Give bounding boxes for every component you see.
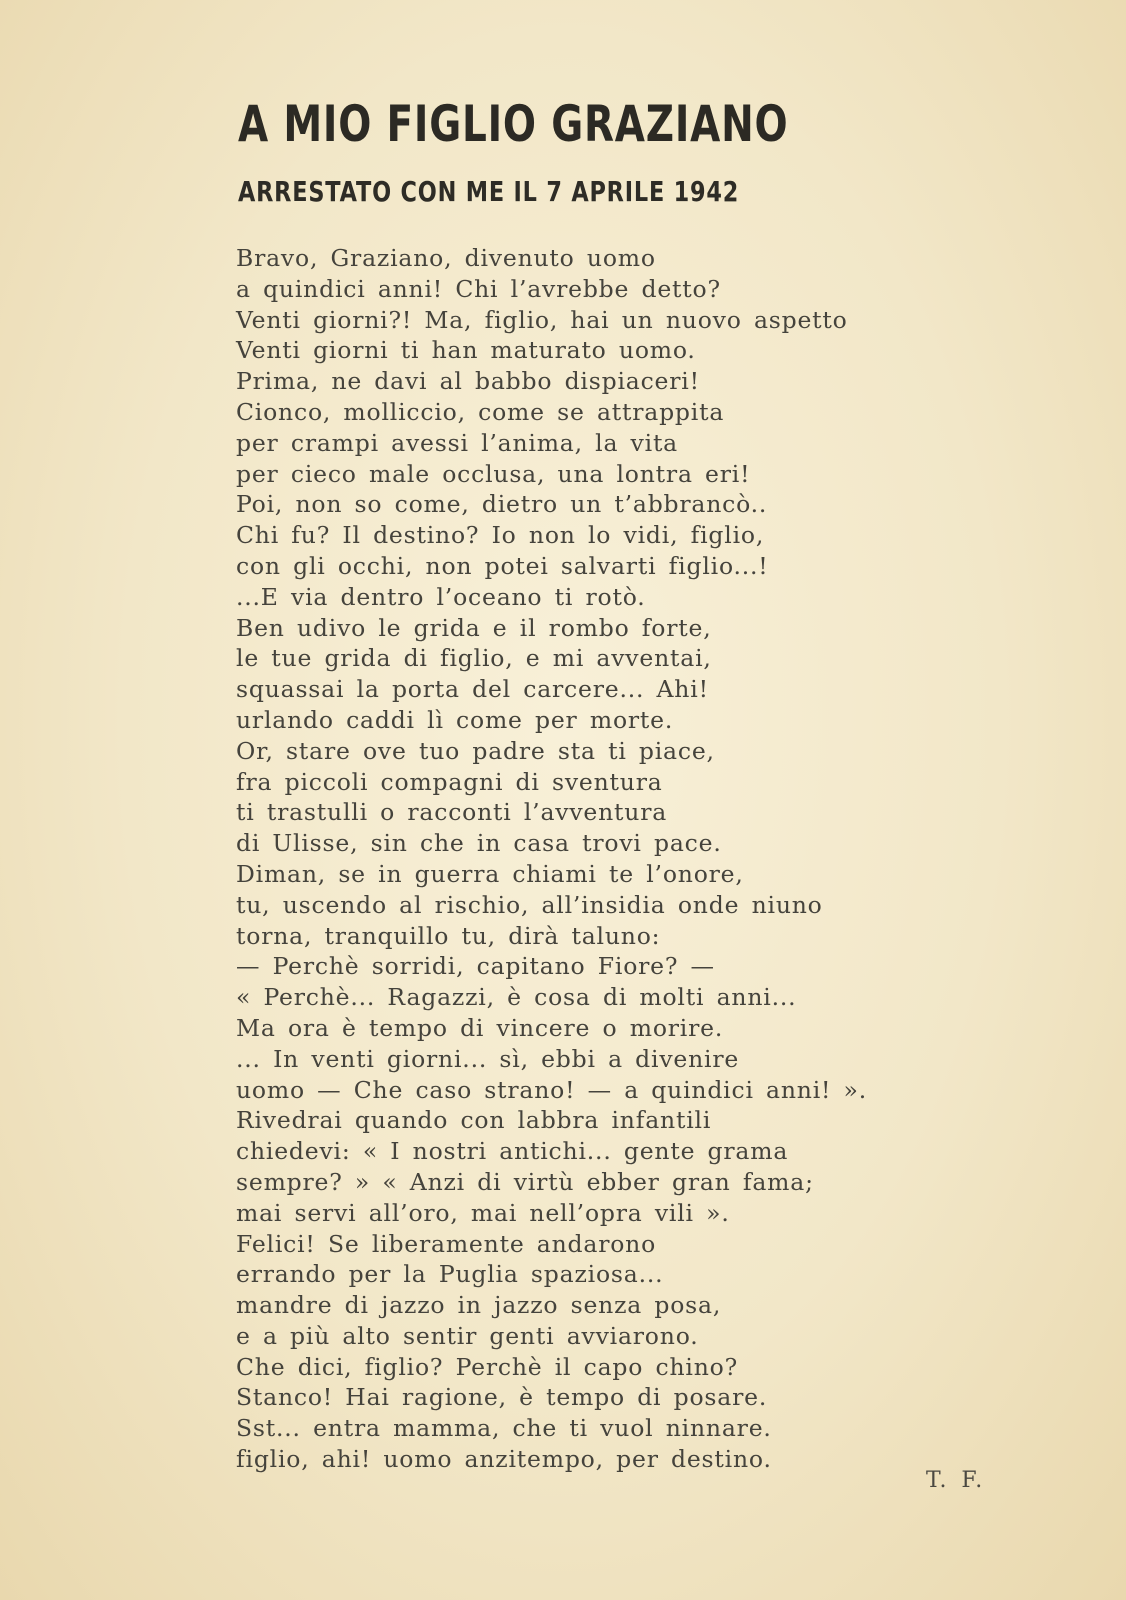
poem-line: Prima, ne davi al babbo dispiaceri!: [236, 367, 700, 396]
poem-line: Felici! Se liberamente andarono: [236, 1229, 657, 1258]
poem-line: ti trastulli o racconti l’avventura: [236, 798, 668, 827]
poem-line: per crampi avessi l’anima, la vita: [236, 428, 678, 457]
author-initials: T. F.: [926, 1468, 985, 1493]
poem-line: Stanco! Hai ragione, è tempo di posare.: [236, 1383, 768, 1412]
poem-line: Venti giorni?! Ma, figlio, hai un nuovo aspetto: [236, 305, 848, 334]
poem-line: torna, tranquillo tu, dirà taluno:: [236, 921, 661, 950]
poem-line: — Perchè sorridi, capitano Fiore? —: [236, 952, 715, 981]
poem-line: sempre? » « Anzi di virtù ebber gran fama;: [236, 1167, 814, 1196]
poem-line: Ben udivo le grida e il rombo forte,: [236, 613, 712, 642]
poem-line: ... In venti giorni... sì, ebbi a divenire: [236, 1044, 740, 1073]
poem-line: Rivedrai quando con labbra infantili: [236, 1106, 712, 1135]
poem-line: a quindici anni! Chi l’avrebbe detto?: [236, 274, 721, 303]
poem-line: mandre di jazzo in jazzo senza posa,: [236, 1291, 722, 1320]
poem-line: Cionco, molliccio, come se attrappita: [236, 397, 725, 426]
poem-line: Ma ora è tempo di vincere o morire.: [236, 1013, 724, 1042]
poem-line: squassai la porta del carcere... Ahi!: [236, 675, 709, 704]
poem-line: tu, uscendo al rischio, all’insidia onde niuno: [236, 890, 823, 919]
poem-line: uomo — Che caso strano! — a quindici anni! ».: [236, 1075, 867, 1104]
poem-line: errando per la Puglia spaziosa...: [236, 1260, 664, 1289]
poem-line: urlando caddi lì come per morte.: [236, 705, 674, 734]
poem-line: per cieco male occlusa, una lontra eri!: [236, 459, 751, 488]
poem-line: Or, stare ove tuo padre sta ti piace,: [236, 736, 715, 765]
poem-line: Poi, non so come, dietro un t’abbrancò..: [236, 490, 768, 519]
poem-line: ...E via dentro l’oceano ti rotò.: [236, 582, 646, 611]
poem-line: le tue grida di figlio, e mi avventai,: [236, 644, 712, 673]
poem-line: e a più alto sentir genti avviarono.: [236, 1321, 699, 1350]
poem-line: con gli occhi, non potei salvarti figlio...!: [236, 551, 769, 580]
poem-line: fra piccoli compagni di sventura: [236, 767, 663, 796]
poem-line: « Perchè... Ragazzi, è cosa di molti anni...: [236, 983, 797, 1012]
poem-body: [236, 243, 896, 1475]
poem-line: Sst... entra mamma, che ti vuol ninnare.: [236, 1414, 772, 1443]
poem-line: Che dici, figlio? Perchè il capo chino?: [236, 1352, 738, 1381]
poem-line: Venti giorni ti han maturato uomo.: [236, 336, 696, 365]
poem-line: di Ulisse, sin che in casa trovi pace.: [236, 829, 722, 858]
poem-line: chiedevi: « I nostri antichi... gente grama: [236, 1137, 789, 1166]
poem-line: mai servi all’oro, mai nell’opra vili ».: [236, 1198, 730, 1227]
poem-line: Chi fu? Il destino? Io non lo vidi, figlio,: [236, 521, 765, 550]
poem-subtitle: ARRESTATO CON ME IL 7 APRILE 1942: [238, 175, 740, 208]
poem-line: figlio, ahi! uomo anzitempo, per destino.: [236, 1445, 772, 1474]
poem-line: Bravo, Graziano, divenuto uomo: [236, 244, 656, 272]
poem-line: Diman, se in guerra chiami te l’onore,: [236, 859, 744, 888]
poem-title: A MIO FIGLIO GRAZIANO: [238, 95, 789, 153]
